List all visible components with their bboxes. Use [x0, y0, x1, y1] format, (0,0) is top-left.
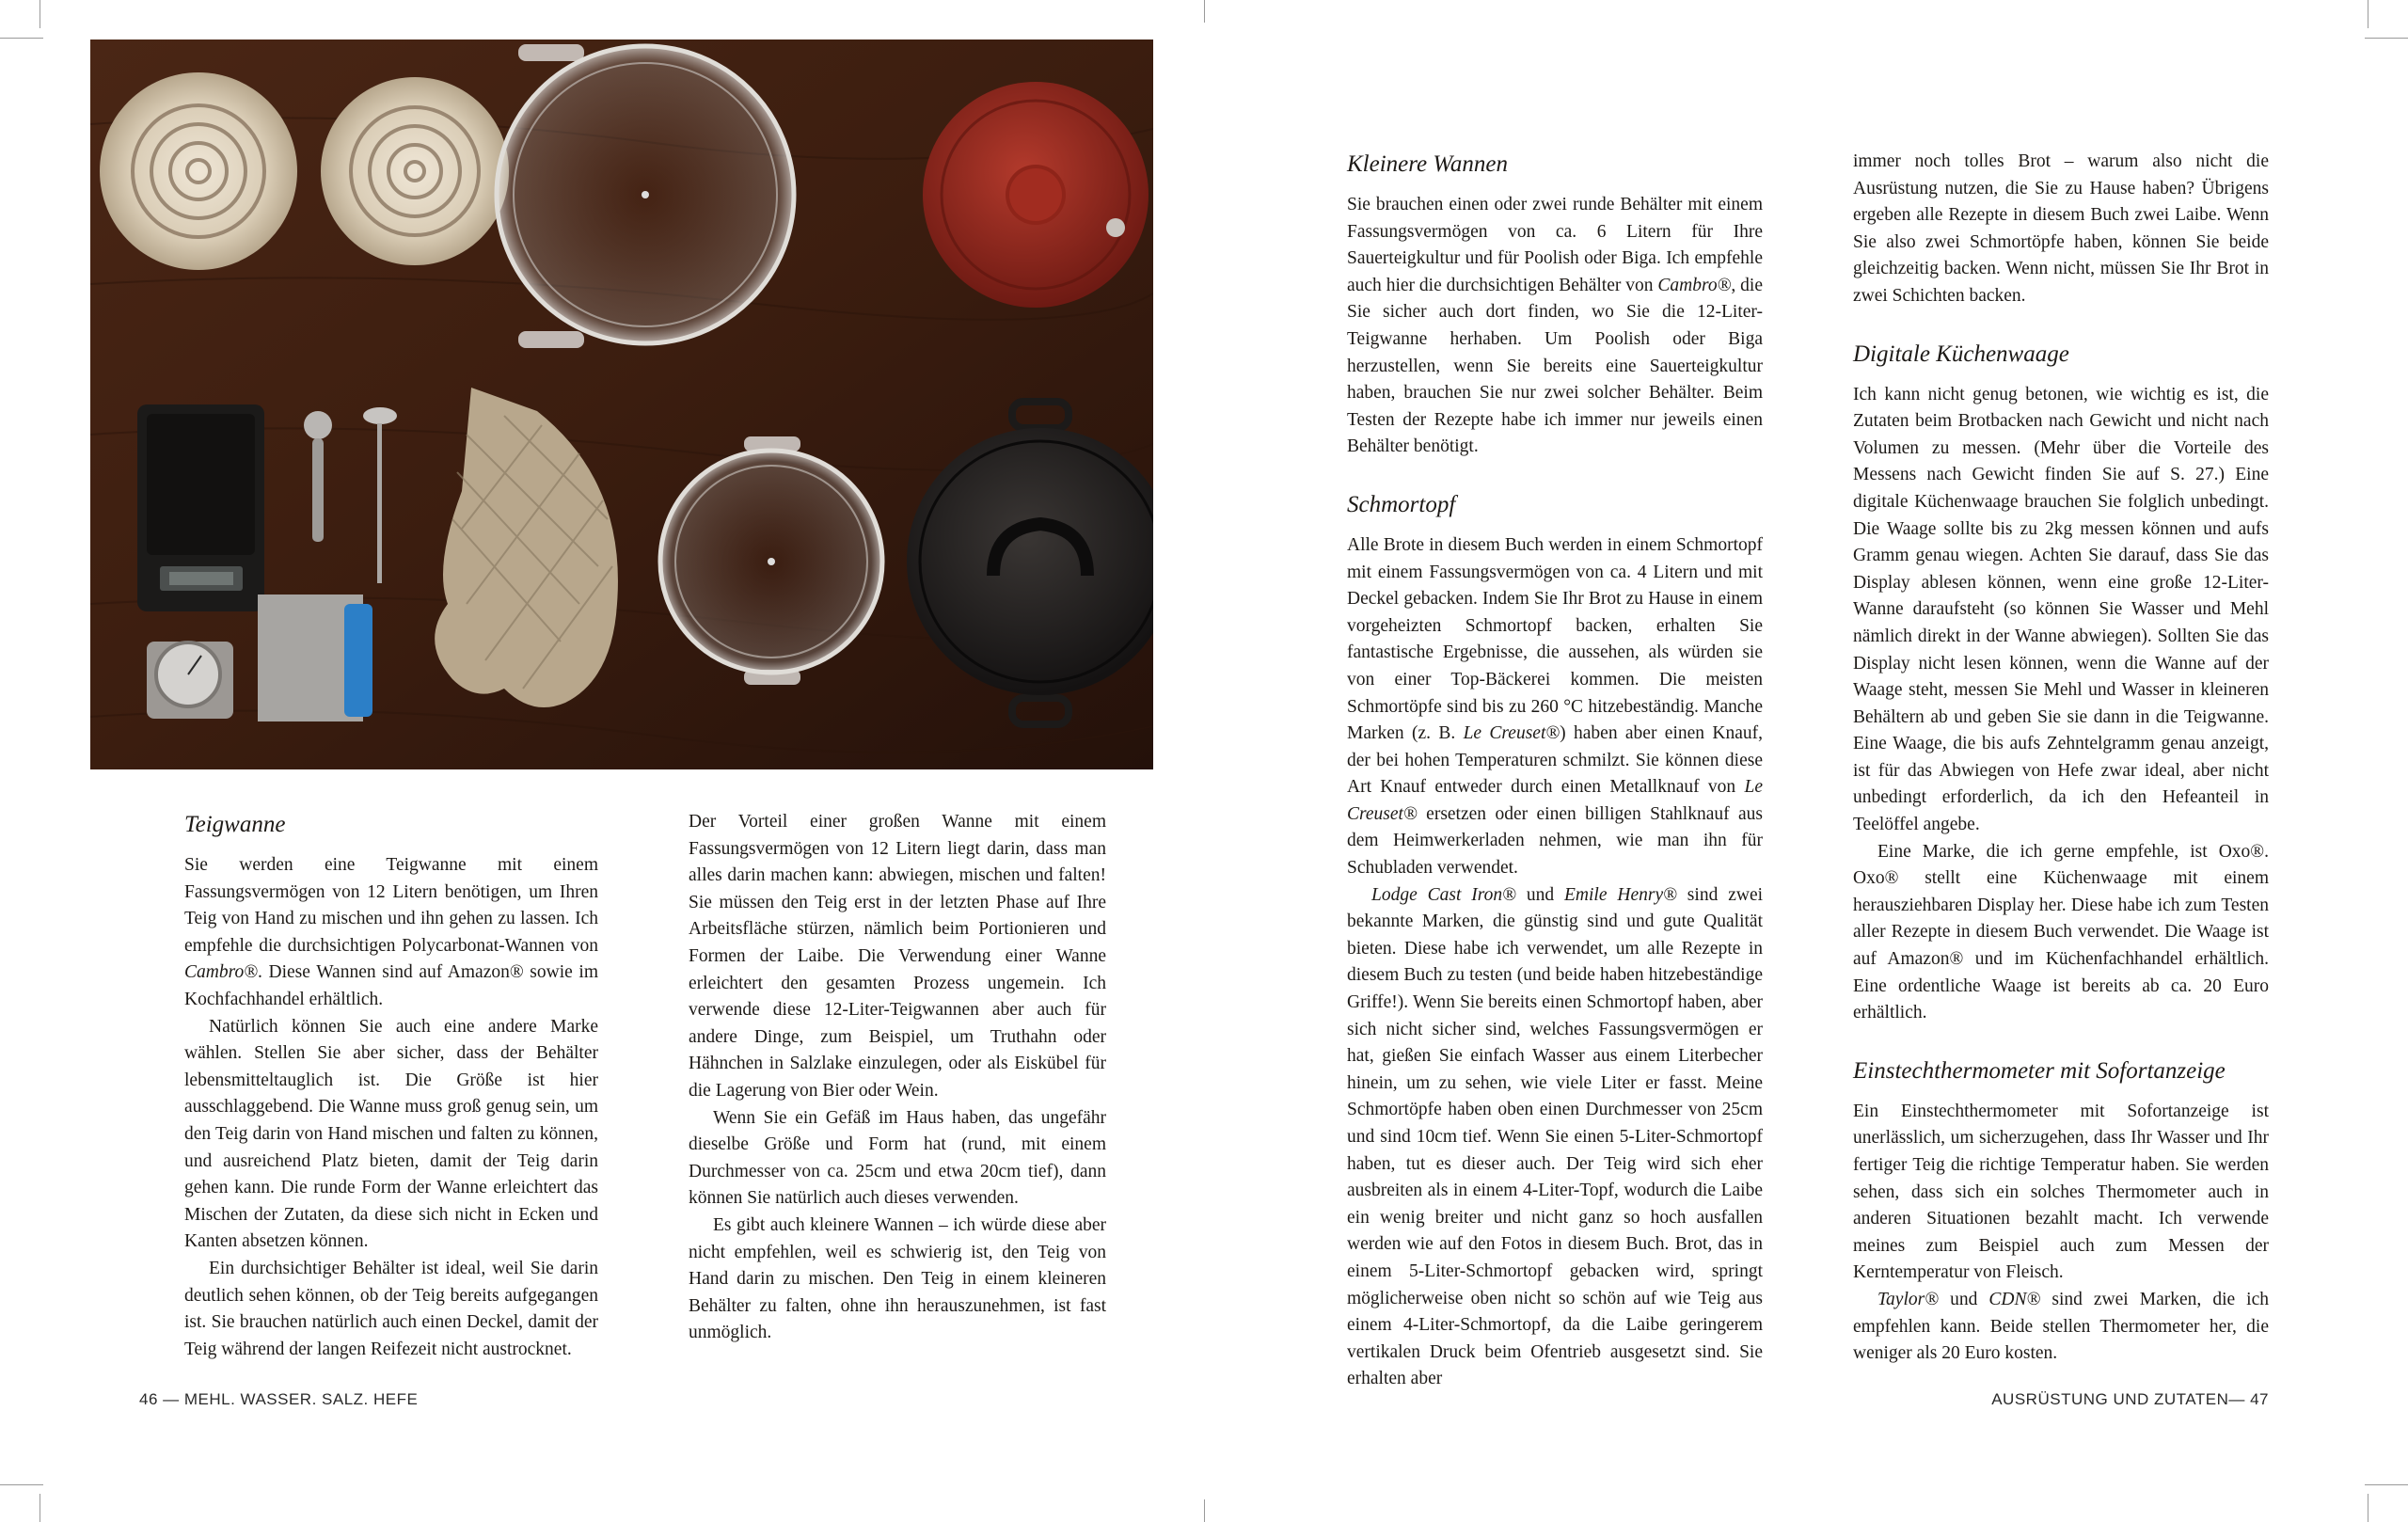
crop-mark [0, 1484, 43, 1485]
bench-scraper [258, 595, 372, 721]
paragraph: Wenn Sie ein Gefäß im Haus haben, das ungefähr dieselbe Größe und Form hat (rund, mit einem Durchmesser von ca. 25cm und etwa 20cm tief), dann können Sie natürlich auch dieses verwenden. [689, 1107, 1106, 1209]
crop-mark [2365, 1484, 2408, 1485]
column-teigwanne [184, 809, 598, 1363]
bread-bowl-1 [100, 72, 297, 270]
paragraph: Der Vorteil einer großen Wanne mit einem Fassungsvermögen von 12 Litern liegt darin, dass man alles darin machen kann: abwiegen, mischen und falten! Sie müssen den Teig erst in der letzten Phase auf Ihre Arbeitsfläche stürzen, nämlich beim Portionieren und Formen der Laibe. Die Verwendung einer Wanne erleichtert den gesamten Prozess ungemein. Ich verwende diese 12-Liter-Teigwannen aber auch für andere Dinge, zum Beispiel, um Truthahn oder Hähnchen in Salzlake einzulegen, oder als Eiskübel für die Lagerung von Bier oder Wein. [689, 812, 1106, 1101]
column-kuechenwaage [1853, 149, 2269, 1368]
column-kleinere-wannen [1347, 149, 1763, 1393]
paragraph: Ich kann nicht genug betonen, wie wichtig es ist, die Zutaten beim Brotbacken nach Gewicht und nicht nach Volumen zu messen. (Mehr über die Vorteile des Messens nach Gewicht finden Sie auf S. 27.) Eine digitale Küchenwaage brauchen Sie folglich unbedingt. Die Waage sollte bis zu 2kg messen können und aufs Gramm genau wiegen. Achten Sie darauf, dass Sie das Display ablesen können, wenn eine große 12-Liter-Wanne daraufsteht (so können Sie Wasser und Mehl nämlich direkt in der Wanne abwiegen). Sollten Sie das Display nicht lesen können, wenn die Wanne auf der Waage steht, messen Sie Mehl und Wasser in kleineren Behältern ab und geben Sie sie dann in die Teigwanne. Eine Waage, die bis aufs Zehntelgramm genau anzeigt, ist für das Abwiegen von Hefe zwar ideal, aber nicht unbedingt erforderlich, da ich den Hefeanteil in Teelöffel angebe. [1853, 384, 2269, 835]
paragraph: Ein Einstechthermometer mit Sofortanzeige ist unerlässlich, um sicherzugehen, dass Ihr Wasser und Ihr fertiger Teig die richtige Temperatur haben. Sie werden sehen, dass sich ein solches Thermometer auch in anderen Situationen bezahlt macht. Ich verwende meines zum Beispiel auch zum Messen der Kerntemperatur von Fleisch. [1853, 1101, 2269, 1283]
paragraph: Es gibt auch kleinere Wannen – ich würde diese aber nicht empfehlen, weil es schwierig ist, den Teig von Hand darin zu mischen. Den Teig in einem kleineren Behälter zu falten, ohne ihn herauszunehmen, ist fast unmöglich. [689, 1214, 1106, 1343]
crop-mark [2365, 38, 2408, 39]
paragraph: Sie werden eine Teigwanne mit einem Fassungsvermögen von 12 Litern benötigen, um Ihren Teig von Hand zu mischen und ihn gehen zu lassen. Ich empfehle die durchsichtigen Polycarbonat-Wannen von Cambro®. Diese Wannen sind auf Amazon® sowie im Kochfachhandel erhältlich. [184, 855, 598, 1009]
paragraph: Lodge Cast Iron® und Emile Henry® sind zwei bekannte Marken, die günstig sind und gute Qualität bieten. Diese habe ich verwendet, um alle Rezepte in diesem Buch zu testen (und beide haben hitzebeständige Griffe!). Wenn Sie bereits einen Schmortopf haben, aber sich nicht sicher sind, welches Fassungsvermögen er hat, gießen Sie einfach Wasser aus einem Literbecher hinein, um zu sehen, wie viele Liter er fasst. Meine Schmortöpfe haben oben einen Durchmesser von 25cm und sind 10cm tief. Wenn Sie einen 5-Liter-Schmortopf haben, tut es dieser auch. Der Teig wird sich eher ausbreiten als in einem 4-Liter-Topf, wodurch die Laibe ein wenig breiter und nicht ganz so hoch ausfallen werden wie auf den Fotos in diesem Buch. Brot, das in einem 5-Liter-Schmortopf gebacken wird, springt möglicherweise oben nicht so schön auf wie Teig aus einem 4-Liter-Schmortopf, da die Laibe geringerem vertikalen Druck beim Ofentrieb ausgesetzt sind. Sie erhalten aber [1347, 884, 1764, 1389]
paragraph: Sie brauchen einen oder zwei runde Behälter mit einem Fassungsvermögen von ca. 6 Litern für Ihre Sauerteigkultur und für Poolish oder Biga. Ich empfehle auch hier die durchsichtigen Behälter von Cambro®, die Sie sicher auch dort finden, wo Sie die 12-Liter-Teigwanne herhaben. Um Poolish oder Biga herzustellen, wenn Sie bereits eine Sauerteigkultur haben, brauchen Sie nur zwei solcher Behälter. Beim Testen der Rezepte habe ich immer nur jeweils einen Behälter benötigt. [1347, 195, 1763, 457]
crop-mark [1204, 1499, 1205, 1522]
crop-mark [1204, 0, 1205, 23]
heading-einstechthermometer: Einstechthermometer mit Sofortanzeige [1853, 1057, 2226, 1084]
equipment-photo [90, 40, 1153, 769]
heading-kleinere-wannen: Kleinere Wannen [1347, 151, 1509, 177]
column-wanne-vorteil [689, 809, 1106, 1347]
paragraph: Ein durchsichtiger Behälter ist ideal, weil Sie darin deutlich sehen können, ob der Teig bereits aufgegangen ist. Sie brauchen natürlich auch einen Deckel, damit der Teig während der langen Reifezeit nicht austrocknet. [184, 1258, 598, 1359]
paragraph: Taylor® und CDN® sind zwei Marken, die ich empfehlen kann. Beide stellen Thermometer her, die weniger als 20 Euro kosten. [1853, 1289, 2270, 1364]
kitchen-scale [137, 404, 264, 611]
heading-teigwanne: Teigwanne [184, 812, 286, 837]
paragraph: Alle Brote in diesem Buch werden in einem Schmortopf mit einem Fassungsvermögen von ca. 4 Litern und mit Deckel gebacken. Indem Sie Ihr Brot zu Hause in einem vorgeheizten Schmortopf backen, erhalten Sie fantastische Ergebnisse, die aussehen, als würden sie von einer Top-Bäckerei kommen. Die meisten Schmortöpfe sind bis zu 260 °C hitzebeständig. Manche Marken (z. B. Le Creuset®) haben aber einen Knauf, der bei hohen Temperaturen schmilzt. Sie können diese Art Knauf entweder durch einen Metallknauf von Le Creuset® ersetzen oder einen billigen Stahlknauf aus dem Heimwerkerladen nehmen, wie man ihn für Schubladen verwendet. [1347, 534, 1763, 879]
large-clear-tub [497, 44, 794, 348]
bread-bowl-2 [321, 77, 509, 265]
paragraph: immer noch tolles Brot – warum also nicht die Ausrüstung nutzen, die Sie zu Hause haben? Übrigens ergeben alle Rezepte in diesem Buch zwei Laibe. Wenn Sie also zwei Schmortöpfe haben, können Sie beide gleichzeitig backen. Wenn nicht, müssen Sie Ihr Brot in zwei Schichten backen. [1853, 151, 2269, 306]
crop-mark [0, 38, 43, 39]
paragraph: Eine Marke, die ich gerne empfehle, ist Oxo®. Oxo® stellt eine Küchenwaage mit einem herausziehbaren Display her. Diese habe ich zum Testen aller Rezepte in diesem Buch verwendet. Die Waage ist auf Amazon® und im Küchenfachhandel erhältlich. Eine ordentliche Waage ist bereits ab ca. 20 Euro erhältlich. [1853, 841, 2269, 1023]
folio-left: 46 — MEHL. WASSER. SALZ. HEFE [139, 1390, 419, 1408]
heading-schmortopf: Schmortopf [1347, 491, 1456, 517]
dial-thermometer [147, 642, 233, 719]
heading-digitale-kuechenwaage: Digitale Küchenwaage [1853, 341, 2069, 367]
red-dutch-oven [923, 82, 1149, 308]
paragraph: Natürlich können Sie auch eine andere Marke wählen. Stellen Sie aber sicher, dass der Behälter lebensmitteltauglich ist. Die Größe ist hier ausschlaggebend. Die Wanne muss groß genug sein, um den Teig darin von Hand mischen und falten zu können, und ausreichend Platz bieten, damit der Teig darin gehen kann. Die runde Form der Wanne erleichtert das Mischen der Zutaten, da diese sich nicht in Ecken und Kanten absetzen können. [184, 1016, 598, 1252]
folio-right: AUSRÜSTUNG UND ZUTATEN— 47 [1991, 1390, 2269, 1408]
